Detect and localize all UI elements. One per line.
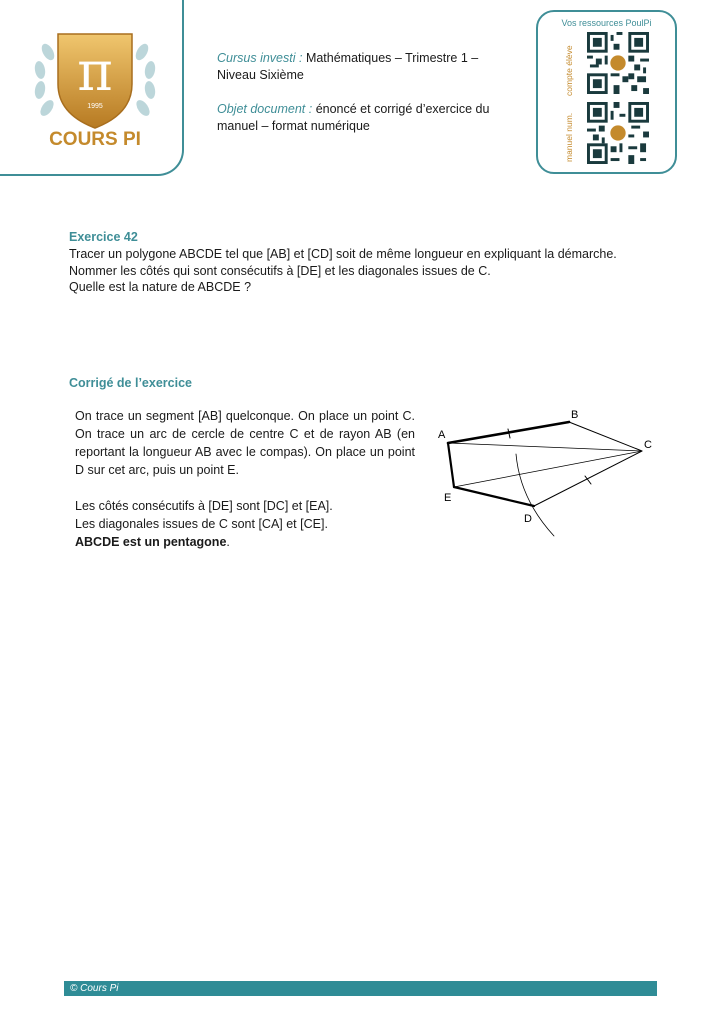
- correction-text: [75, 407, 415, 551]
- qr-code-icon[interactable]: [587, 32, 649, 94]
- document-metadata: [217, 50, 517, 152]
- diagonals-from-c: Les diagonales issues de C sont [CA] et [CE].: [75, 517, 328, 531]
- diagonal-ce: [454, 451, 642, 487]
- conclusion: ABCDE est un pentagone: [75, 535, 227, 549]
- cursus-label: Cursus investi :: [217, 51, 303, 65]
- footer-copyright: © Cours Pi: [70, 983, 119, 994]
- pentagon-figure: [434, 404, 664, 544]
- segment-ea: [448, 443, 454, 487]
- label-b: B: [571, 409, 579, 421]
- diagonal-ca: [448, 443, 642, 451]
- exercise-title: Exercice 42: [69, 230, 138, 244]
- cursus-value: Mathématiques – Trimestre 1 –: [305, 51, 479, 65]
- qr-label-student-account: compte élève: [564, 45, 574, 96]
- resources-title: Vos ressources PoulPi: [561, 18, 652, 28]
- logo-year: 1995: [87, 103, 103, 110]
- label-a: A: [438, 429, 446, 441]
- resources-panel: [536, 10, 677, 174]
- logo-text: COURS PI: [49, 129, 141, 150]
- exercise-statement: [69, 246, 629, 296]
- svg-text:π: π: [77, 40, 113, 103]
- consecutive-sides: Les côtés consécutifs à [DE] sont [DC] et [EA].: [75, 499, 333, 513]
- label-c: C: [644, 439, 652, 451]
- qr-label-digital-manual: manuel num.: [564, 112, 574, 162]
- correction-title: Corrigé de l’exercice: [69, 376, 192, 390]
- objet-value: énoncé et corrigé d’exercice du: [315, 102, 490, 116]
- cursus-level: Niveau Sixième: [217, 68, 304, 82]
- objet-label: Objet document :: [217, 102, 313, 116]
- correction-paragraph: On trace un segment [AB] quelconque. On place un point C. On trace un arc de cercle de centre C et de rayon AB (en reportant la longueur AB avec le compas). On place un point D sur cet arc, puis un point E.: [75, 409, 415, 477]
- conclusion-period: .: [226, 535, 230, 549]
- segment-bc: [569, 422, 642, 451]
- footer-bar: [64, 981, 657, 996]
- cours-pi-logo: [30, 22, 160, 152]
- exercise-line: Tracer un polygone ABCDE tel que [AB] et [CD] soit de même longueur en expliquant la démarche.: [69, 247, 617, 261]
- objet-format: manuel – format numérique: [217, 119, 370, 133]
- exercise-line: Quelle est la nature de ABCDE ?: [69, 280, 252, 294]
- qr-code-icon[interactable]: [587, 102, 649, 164]
- exercise-line: Nommer les côtés qui sont consécutifs à [DE] et les diagonales issues de C.: [69, 263, 491, 278]
- segment-cd: [534, 451, 642, 506]
- segment-de: [454, 487, 534, 506]
- label-d: D: [524, 513, 532, 525]
- label-e: E: [444, 492, 452, 504]
- compass-arc: [516, 454, 554, 536]
